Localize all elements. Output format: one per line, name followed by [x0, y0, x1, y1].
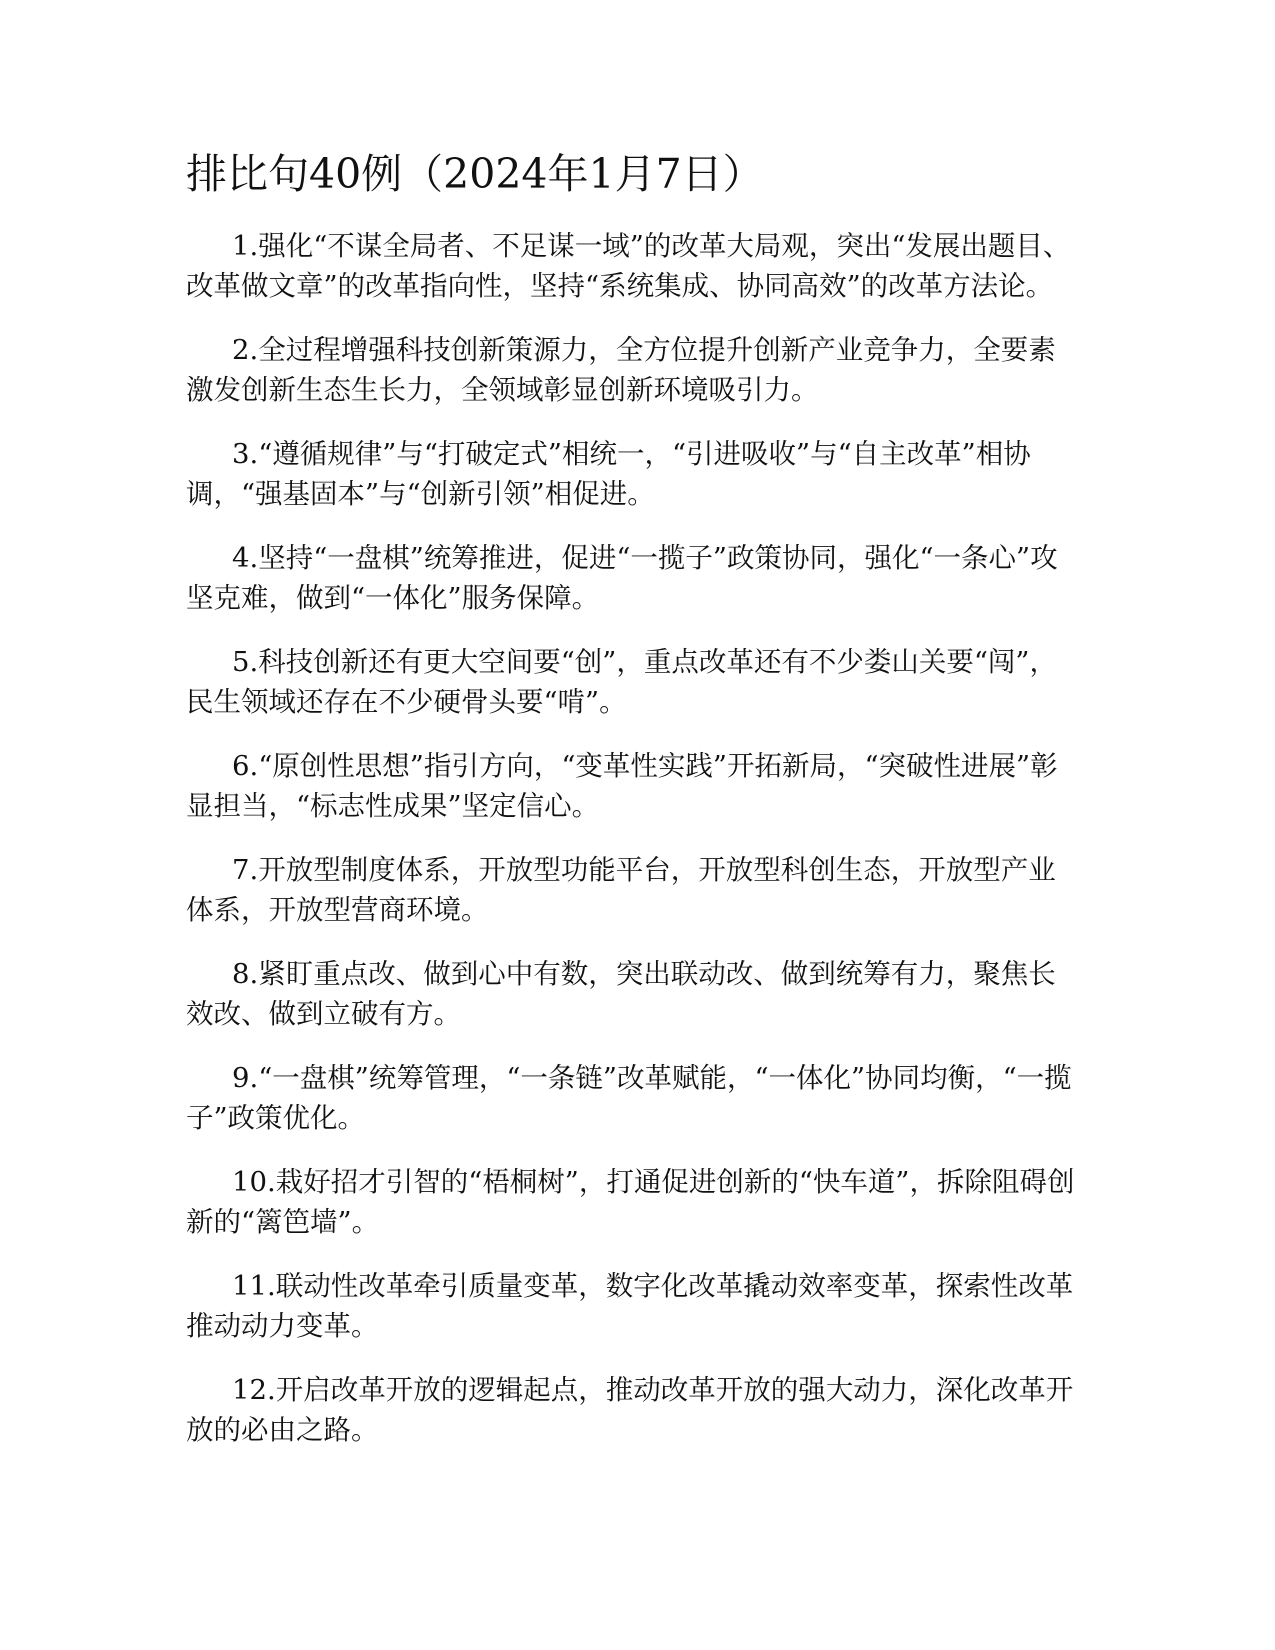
paragraph-4: 4.坚持“一盘棋”统筹推进，促进“一揽子”政策协同，强化“一条心”攻坚克难，做到“一体化”服务保障。: [186, 542, 1058, 614]
paragraph-12: 12.开启改革开放的逻辑起点，推动改革开放的强大动力，深化改革开放的必由之路。: [186, 1374, 1074, 1446]
paragraph-9: 9.“一盘棋”统筹管理，“一条链”改革赋能，“一体化”协同均衡，“一揽子”政策优化。: [186, 1062, 1072, 1134]
paragraph-6: 6.“原创性思想”指引方向，“变革性实践”开拓新局，“突破性进展”彰显担当，“标志性成果”坚定信心。: [186, 750, 1058, 822]
document-title: 排比句40例（2024年1月7日）: [186, 150, 764, 198]
paragraph-2: 2.全过程增强科技创新策源力，全方位提升创新产业竞争力，全要素激发创新生态生长力，全领域彰显创新环境吸引力。: [186, 334, 1056, 406]
paragraph-7: 7.开放型制度体系，开放型功能平台，开放型科创生态，开放型产业体系，开放型营商环境。: [186, 854, 1056, 926]
document-body: [186, 226, 1076, 1474]
paragraph-5: 5.科技创新还有更大空间要“创”，重点改革还有不少娄山关要“闯”，民生领域还存在不少硬骨头要“啃”。: [186, 646, 1057, 718]
paragraph-8: 8.紧盯重点改、做到心中有数，突出联动改、做到统筹有力，聚焦长效改、做到立破有方。: [186, 958, 1056, 1030]
paragraph-11: 11.联动性改革牵引质量变革，数字化改革撬动效率变革，探索性改革推动动力变革。: [186, 1270, 1074, 1342]
paragraph-1: 1.强化“不谋全局者、不足谋一域”的改革大局观，突出“发展出题目、改革做文章”的改革指向性，坚持“系统集成、协同高效”的改革方法论。: [186, 230, 1071, 302]
paragraph-3: 3.“遵循规律”与“打破定式”相统一，“引进吸收”与“自主改革”相协调，“强基固本”与“创新引领”相促进。: [186, 438, 1031, 510]
paragraph-10: 10.栽好招才引智的“梧桐树”，打通促进创新的“快车道”，拆除阻碍创新的“篱笆墙”。: [186, 1166, 1075, 1238]
